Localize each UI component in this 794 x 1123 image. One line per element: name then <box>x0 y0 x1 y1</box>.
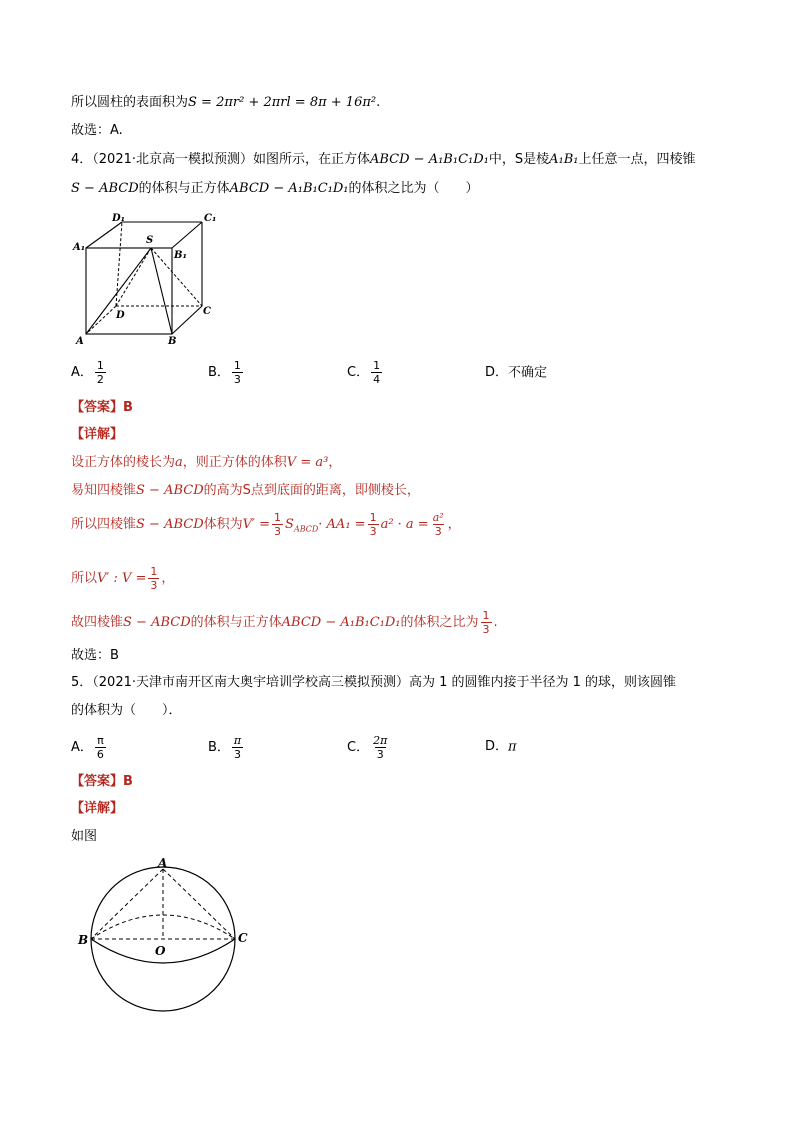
label-C1: C₁ <box>204 213 217 224</box>
q5-option-c: C． $\frac{2\pi}{3}$ <box>347 734 388 761</box>
solution-line-1: 设正方体的棱长为a，则正方体的体积V = a³， <box>71 455 342 470</box>
text: 故选：A. <box>71 123 123 138</box>
sphere-figure <box>72 855 262 1015</box>
question-4-line-2 <box>71 180 479 198</box>
solution-line-2: 易知四棱锥S − ABCD的高为S点到底面的距离，即侧棱长， <box>71 483 420 498</box>
label-B1: B₁ <box>174 250 187 261</box>
label-S: S <box>146 235 154 246</box>
formula: S − ABCD <box>71 181 139 196</box>
question-5-line-2: 的体积为（ ）． <box>71 703 182 718</box>
solution-line-5: 故四棱锥S − ABCD的体积与正方体ABCD − A₁B₁C₁D₁的体积之比为 $\frac{1}{3}$ . <box>71 609 498 636</box>
sphere-label-B: B <box>78 933 89 947</box>
solution-line-4: 所以V′ : V = $\frac{1}{3}$ ， <box>71 565 175 592</box>
sphere-label-C: C <box>238 931 248 945</box>
solution-line-3: 所以四棱锥S − ABCD体积为V′ = $\frac{1}{3}$ $S_{ABCD}\cdot AA_1$ = $\frac{1}{3}$ a² · a = $\frac{\text{a²}}{3}$ ， <box>71 511 461 538</box>
text: 4．（2021·北京高一模拟预测）如图所示，在正方体 <box>71 152 370 167</box>
q4-option-d: D．不确定 <box>485 365 548 381</box>
formula: ABCD − A₁B₁C₁D₁ <box>370 152 489 167</box>
q5-option-d: D．π <box>485 739 517 755</box>
figure-caption: 如图 <box>71 829 98 844</box>
question-4-line-1 <box>71 151 696 169</box>
text: 的体积与正方体 <box>138 181 230 196</box>
label-D1: D₁ <box>112 213 126 224</box>
label-A1: A₁ <box>73 242 86 253</box>
answer-5: 【答案】B <box>71 774 133 789</box>
text: 中，S是棱 <box>488 152 550 167</box>
choice-line-4: 故选：B <box>71 648 119 663</box>
cube-figure <box>72 210 222 348</box>
formula: ABCD − A₁B₁C₁D₁ <box>229 181 349 196</box>
text: 所以圆柱的表面积为 <box>71 95 189 110</box>
q5-option-a: A． $\frac{\pi}{6}$ <box>71 734 104 761</box>
detail-5: 【详解】 <box>71 801 124 816</box>
q4-option-a: A． $\frac{1}{2}$ <box>71 359 104 386</box>
q4-option-b: B． $\frac{1}{3}$ <box>208 359 241 386</box>
label-D: D <box>116 310 125 321</box>
q4-option-c: C． $\frac{1}{4}$ <box>347 359 381 386</box>
answer-4: 【答案】B <box>71 400 133 415</box>
text: 上任意一点，四棱锥 <box>578 152 696 167</box>
text-line-1 <box>71 94 380 112</box>
question-5-line-1: 5．（2021·天津市南开区南大奥宇培训学校高三模拟预测）高为 1 的圆锥内接于半径为 1 的球，则该圆锥 <box>71 675 677 690</box>
label-A: A <box>76 336 84 347</box>
formula: S = 2πr² + 2πrl = 8π + 16π² <box>188 95 377 110</box>
formula: A₁B₁ <box>549 152 579 167</box>
q5-option-b: B． $\frac{\pi}{3}$ <box>208 734 242 761</box>
label-C: C <box>203 306 211 317</box>
choice-line <box>71 122 123 140</box>
sphere-label-O: O <box>155 944 166 958</box>
label-B: B <box>168 336 177 347</box>
text: 的体积之比为（ ） <box>348 181 479 196</box>
sphere-label-A: A <box>158 856 168 870</box>
detail-4: 【详解】 <box>71 427 124 442</box>
text: . <box>376 95 381 110</box>
